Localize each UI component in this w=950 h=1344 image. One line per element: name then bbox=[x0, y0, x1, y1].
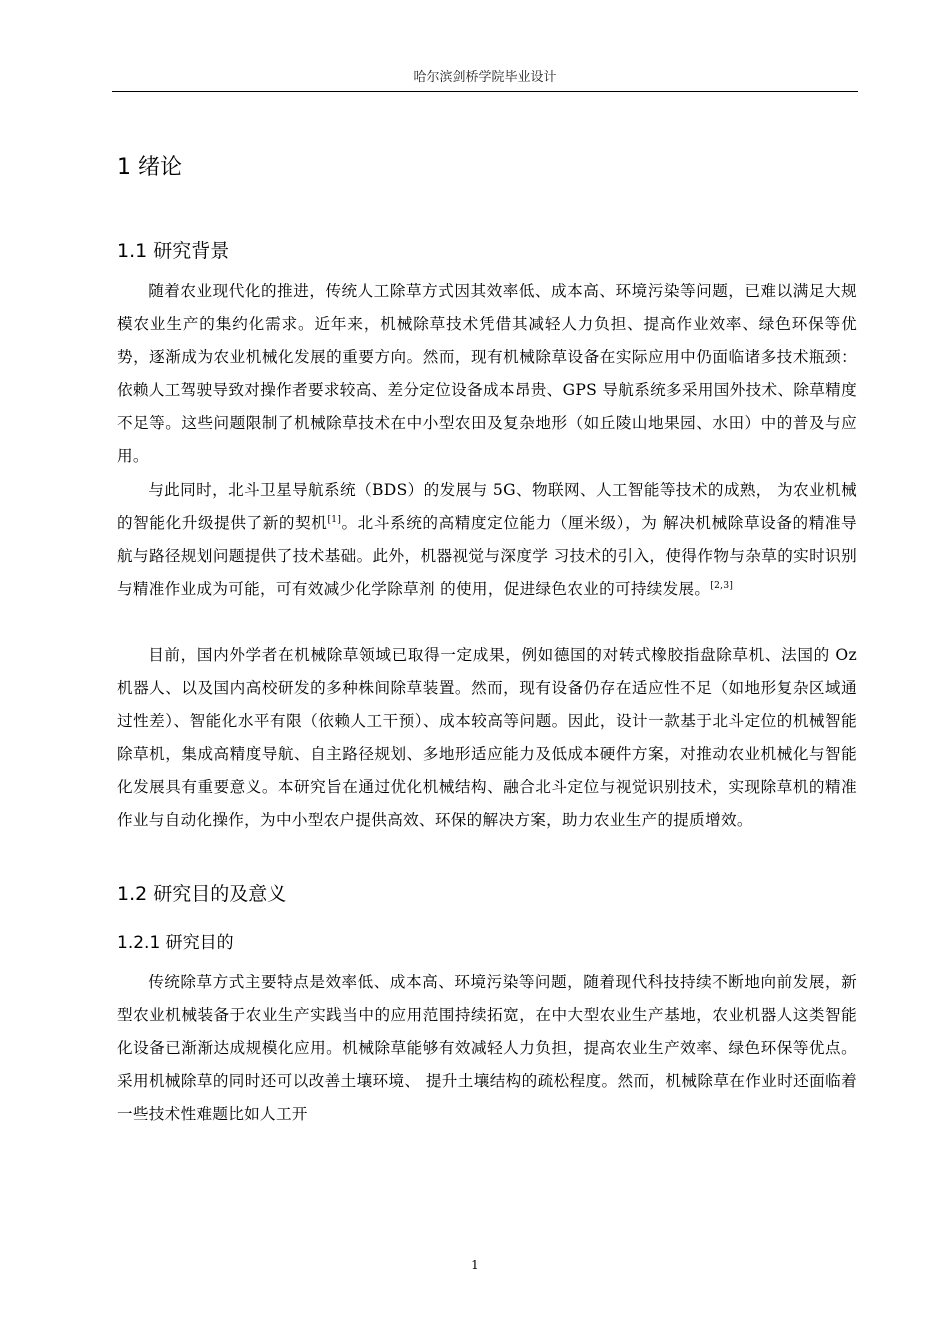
paragraph-background-1: 随着农业现代化的推进，传统人工除草方式因其效率低、成本高、环境污染等问题，已难以满足大规模农业生产的集约化需求。近年来，机械除草技术凭借其减轻人力负担、提高作业效率、绿色环保等优势，逐渐成为农业机械化发展的重要方向。然而，现有机械除草设备在实际应用中仍面临诸多技术瓶颈：依赖人工驾驶导致对操作者要求较高、差分定位设备成本昂贵、GPS 导航系统多采用国外技术、除草精度不足等。这些问题限制了机械除草技术在中小型农田及复杂地形（如丘陵山地果园、水田）中的普及与应用。 bbox=[117, 282, 857, 465]
citation-ref: [2,3] bbox=[710, 581, 734, 591]
page-number: 1 bbox=[471, 1258, 479, 1272]
section-title-1-2: 1.2 研究目的及意义 bbox=[117, 883, 287, 905]
running-header: 哈尔滨剑桥学院毕业设计 bbox=[112, 66, 858, 92]
paragraph-text: 与此同时，北斗卫星导航系统（BDS）的发展与 5G、物联网、人工智能等技术的成熟， 为农业机械的智能化升级提供了新的契机 bbox=[117, 481, 857, 532]
chapter-title: 1 绪论 bbox=[117, 155, 182, 180]
paragraph-background-2 bbox=[117, 474, 857, 606]
paragraph-purpose-1: 传统除草方式主要特点是效率低、成本高、环境污染等问题，随着现代科技持续不断地向前发展，新型农业机械装备于农业生产实践当中的应用范围持续拓宽，在中大型农业生产基地，农业机器人这类智能化设备已渐渐达成规模化应用。机械除草能够有效减轻人力负担，提高农业生产效率、绿色环保等优点。采用机械除草的同时还可以改善土壤环境、 提升土壤结构的疏松程度。然而，机械除草在作业时还面临着一些技术性难题比如人工开 bbox=[117, 973, 857, 1123]
citation-ref: [1] bbox=[327, 515, 342, 525]
section-title-1-1: 1.1 研究背景 bbox=[117, 240, 230, 262]
paragraph-background-3: 目前，国内外学者在机械除草领域已取得一定成果，例如德国的对转式橡胶指盘除草机、法国的 Oz 机器人、以及国内高校研发的多种株间除草装置。然而，现有设备仍存在适应性不足（如地形复杂区域通过性差）、智能化水平有限（依赖人工干预）、成本较高等问题。因此，设计一款基于北斗定位的机械智能除草机，集成高精度导航、自主路径规划、多地形适应能力及低成本硬件方案，对推动农业机械化与智能化发展具有重要意义。本研究旨在通过优化机械结构、融合北斗定位与视觉识别技术，实现除草机的精准作业与自动化操作，为中小型农户提供高效、环保的解决方案，助力农业生产的提质增效。 bbox=[117, 646, 857, 829]
subsection-title-1-2-1: 1.2.1 研究目的 bbox=[117, 933, 234, 953]
paragraph-text: 。北斗系统的高精度定位能力（厘米级），为 解决机械除草设备的精准导航与路径规划问题提供了技术基础。此外，机器视觉与深度学 习技术的引入，使得作物与杂草的实时识别与精准作业成为可能，可有效减少化学除草剂 的使用，促进绿色农业的可持续发展。 bbox=[117, 514, 857, 598]
